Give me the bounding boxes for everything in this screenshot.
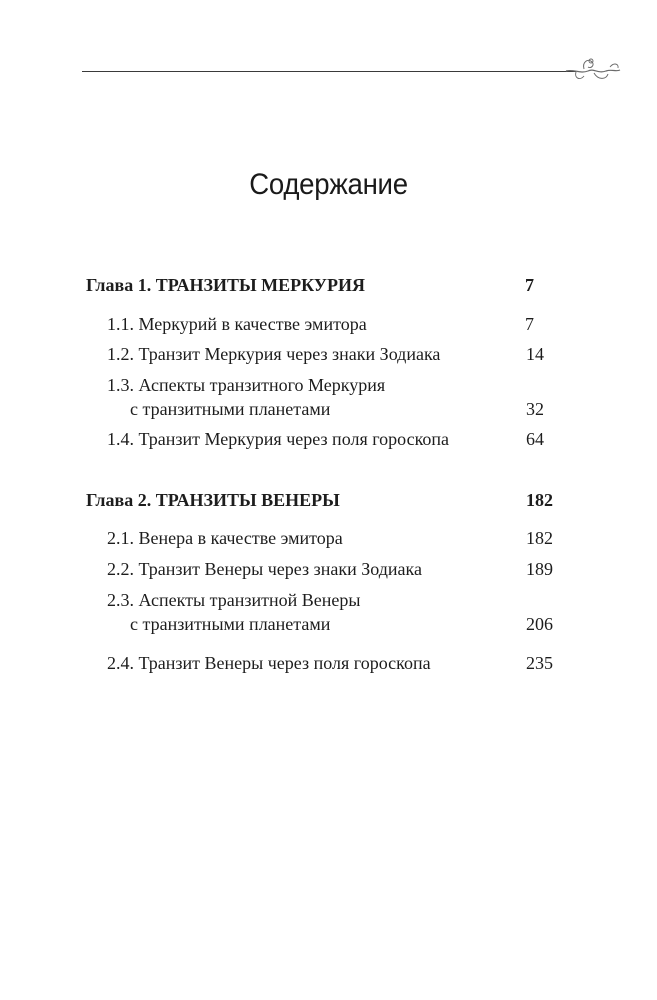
page-title: Содержание [249,168,408,201]
toc-entry-2-2-page: 189 [526,559,553,579]
chapter-1-page: 7 [525,275,534,295]
chapter-1-heading: Глава 1. ТРАНЗИТЫ МЕРКУРИЯ [86,275,366,295]
header-rule [82,71,576,72]
toc-entry-2-3-cont: с транзитными планетами [130,614,331,634]
toc-entry-1-4: 1.4. Транзит Меркурия через поля гороскопа [107,429,450,449]
toc-entry-2-4-page: 235 [526,653,553,673]
toc-entry-2-2: 2.2. Транзит Венеры через знаки Зодиака [107,559,422,579]
toc-entry-1-3-page: 32 [526,399,544,419]
toc-entry-1-1: 1.1. Меркурий в качестве эмитора [107,314,367,334]
toc-entry-2-3-page: 206 [526,614,553,634]
toc-entry-1-2-page: 14 [526,344,544,364]
toc-entry-2-1: 2.1. Венера в качестве эмитора [107,528,343,548]
toc-entry-1-4-page: 64 [526,429,544,449]
chapter-2-page: 182 [526,490,553,510]
toc-entry-1-1-page: 7 [525,314,534,334]
toc-entry-2-4: 2.4. Транзит Венеры через поля гороскопа [107,653,431,673]
floral-ornament-icon [564,52,622,86]
chapter-2-heading: Глава 2. ТРАНЗИТЫ ВЕНЕРЫ [86,490,340,510]
toc-entry-2-1-page: 182 [526,528,553,548]
toc-entry-1-3-cont: с транзитными планетами [130,399,331,419]
toc-entry-1-3: 1.3. Аспекты транзитного Меркурия [107,375,386,395]
toc-entry-1-2: 1.2. Транзит Меркурия через знаки Зодиака [107,344,441,364]
toc-entry-2-3: 2.3. Аспекты транзитной Венеры [107,590,361,610]
